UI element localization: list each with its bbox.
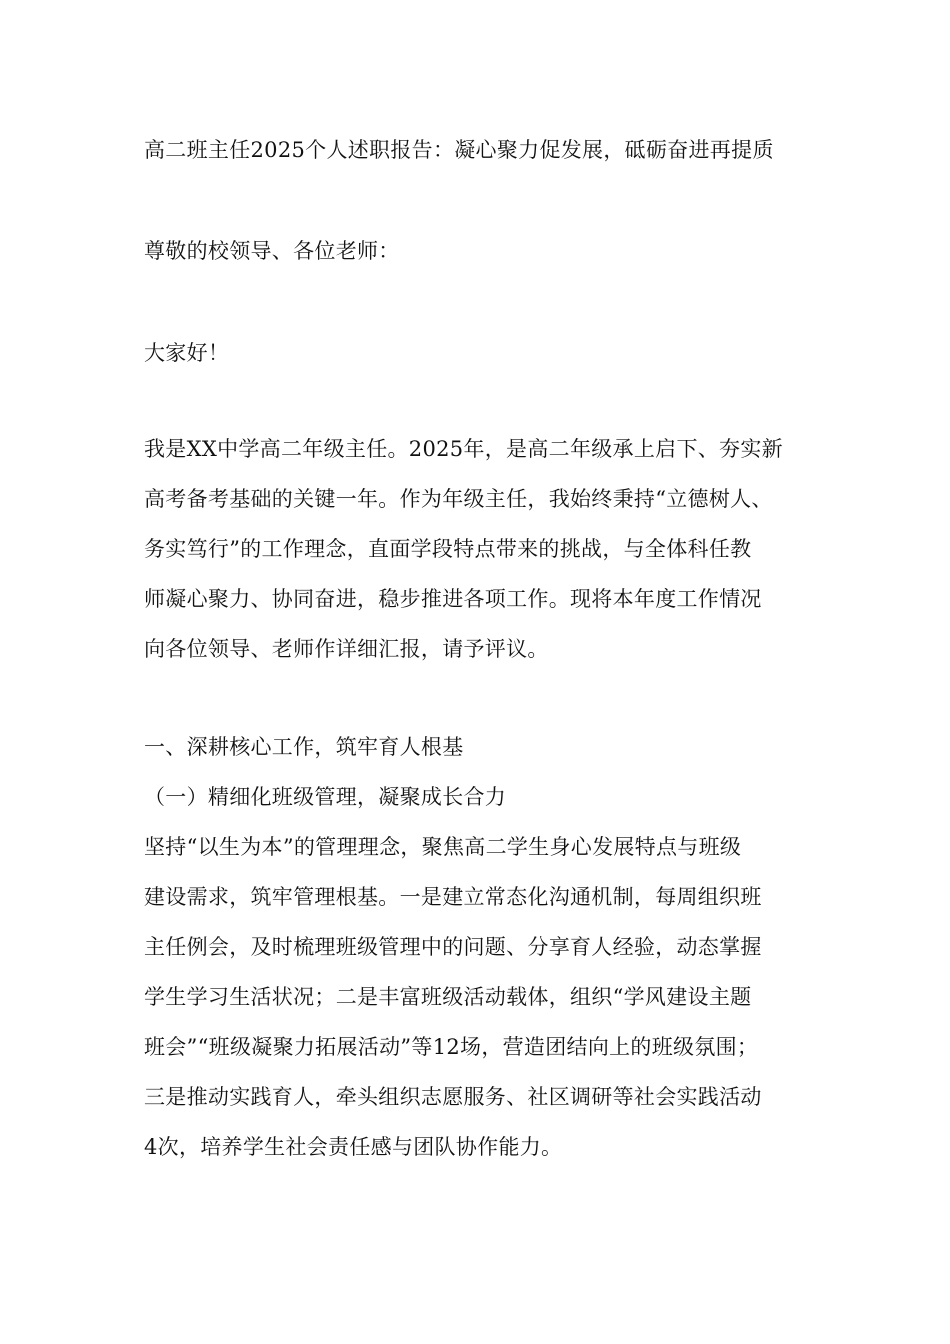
body-line: 4次，培养学生社会责任感与团队协作能力。 — [144, 1135, 563, 1159]
intro-line: 务实笃行”的工作理念，直面学段特点带来的挑战，与全体科任教 — [144, 537, 752, 561]
section-heading: 一、深耕核心工作，筑牢育人根基 — [144, 735, 464, 759]
body-line: 主任例会，及时梳理班级管理中的问题、分享育人经验，动态掌握 — [144, 935, 762, 959]
body-line: 坚持“以生为本”的管理理念，聚焦高二学生身心发展特点与班级 — [144, 835, 742, 859]
intro-line: 向各位领导、老师作详细汇报，请予评议。 — [144, 637, 549, 661]
salutation: 尊敬的校领导、各位老师： — [144, 239, 400, 263]
intro-line: 师凝心聚力、协同奋进，稳步推进各项工作。现将本年度工作情况 — [144, 587, 762, 611]
body-line: 三是推动实践育人，牵头组织志愿服务、社区调研等社会实践活动 — [144, 1085, 762, 1109]
intro-line: 我是XX中学高二年级主任。2025年，是高二年级承上启下、夯实新 — [144, 437, 783, 461]
subsection-heading: （一）精细化班级管理，凝聚成长合力 — [144, 785, 507, 809]
document-title: 高二班主任2025个人述职报告：凝心聚力促发展，砥砺奋进再提质 — [144, 138, 774, 162]
body-line: 班会”“班级凝聚力拓展活动”等12场，营造团结向上的班级氛围； — [144, 1035, 759, 1059]
body-line: 学生学习生活状况；二是丰富班级活动载体，组织“学风建设主题 — [144, 985, 752, 1009]
greeting: 大家好！ — [144, 341, 230, 365]
body-line: 建设需求，筑牢管理根基。一是建立常态化沟通机制，每周组织班 — [144, 885, 762, 909]
intro-line: 高考备考基础的关键一年。作为年级主任，我始终秉持“立德树人、 — [144, 487, 773, 511]
